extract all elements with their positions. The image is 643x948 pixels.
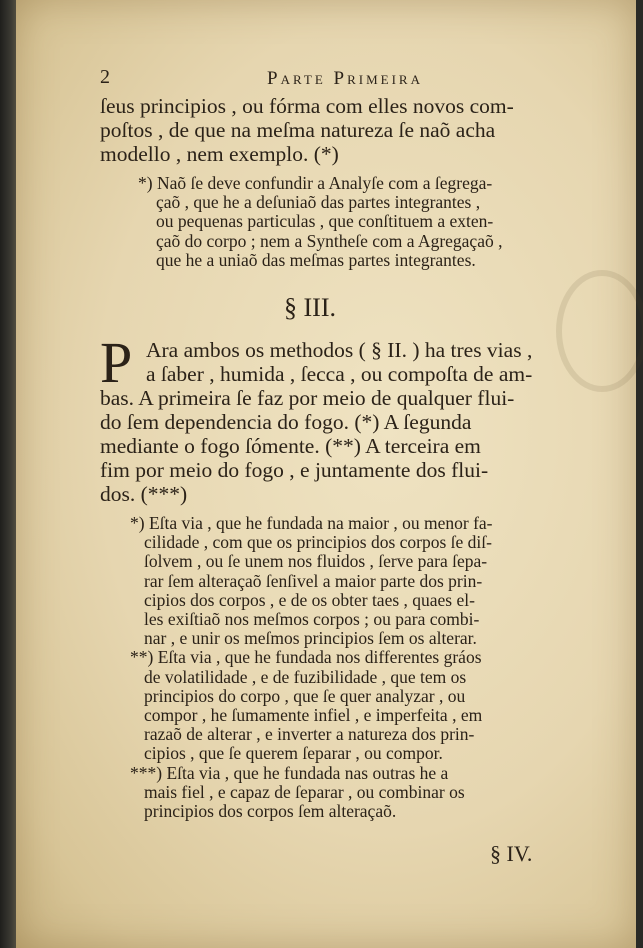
footnote-line: *) Naõ ſe deve confundir a Analyſe com a ſegrega- [138, 173, 493, 193]
footnote-line: cilidade , com que os principios dos corpos ſe diſ- [144, 532, 492, 553]
footnote-line: çaõ , que he a deſuniaõ das partes integrantes , [156, 192, 481, 213]
text-line: poſtos , de que na meſma natureza ſe naõ acha [100, 118, 496, 142]
footnote-line: nar , e unir os meſmos principios ſem os alterar. [144, 628, 477, 649]
footnote-line: ou pequenas particulas , que conſtituem a exten- [156, 211, 494, 232]
footnote-analyse [100, 174, 578, 270]
paragraph-line: mediante o fogo ſómente. (**) A terceira em [100, 434, 481, 458]
footnote-line: çaõ do corpo ; nem a Syntheſe com a Agregaçaõ , [156, 230, 503, 251]
paragraph-line: do ſem dependencia do fogo. (*) A ſegunda [100, 410, 472, 434]
running-head [100, 66, 590, 94]
footnote-line: *) Eſta via , que he fundada na maior , ou menor fa- [130, 513, 493, 533]
footnote-line: principios dos corpos ſem alteraçaõ. [144, 801, 397, 822]
paragraph-line: a ſaber , humida , ſecca , ou compoſta de am- [146, 362, 533, 386]
section-heading: § III. [284, 293, 336, 322]
footnote-line: que he a uniaõ das meſmas partes integrantes. [156, 249, 476, 270]
footnote-line: **) Eſta via , que he fundada nos differentes gráos [130, 647, 482, 668]
paragraph-line: Ara ambos os methodos ( § II. ) ha tres vias , [146, 338, 533, 362]
footnote-line: les exiſtiaõ nos meſmos corpos ; ou para combi- [144, 609, 480, 630]
footnote-line: ***) Eſta via , que he fundada nas outras he a [130, 762, 449, 783]
footnotes-vias [100, 514, 575, 821]
catchword: § IV. [490, 841, 533, 866]
paragraph-vias [100, 330, 575, 506]
paragraph-line: fim por meio do fogo , e juntamente dos flui- [100, 458, 489, 482]
drop-cap: P [100, 330, 133, 395]
footnote-line: compor , he ſumamente infiel , e imperfeita , em [144, 705, 483, 726]
running-title: Parte Primeira [267, 68, 423, 89]
paragraph-line: bas. A primeira ſe faz por meio de qualquer flui- [100, 386, 515, 410]
footnote-line: de volatilidade , e de fuzibilidade , que tem os [144, 666, 467, 687]
footnote-line: razaõ de alterar , e inverter a natureza dos prin- [144, 724, 475, 745]
paragraph-line: dos. (***) [100, 482, 188, 506]
footnote-line: rar ſem alteraçaõ ſenſivel a maior parte dos prin- [144, 570, 483, 591]
footnote-line: mais fiel , e capaz de ſeparar , ou combinar os [144, 781, 465, 802]
footnote-line: ſolvem , ou ſe unem nos fluidos , ſerve para ſepa- [144, 551, 488, 572]
text-line: modello , nem exemplo. (*) [100, 142, 339, 166]
text-line: ſeus principios , ou fórma com elles novos com- [100, 94, 514, 118]
footnote-line: cipios dos corpos , e de os obter taes , quaes el- [144, 589, 475, 610]
body-text-top [100, 94, 575, 166]
footnote-line: principios do corpo , que ſe quer analyzar , ou [144, 685, 466, 706]
page-number: 2 [100, 66, 110, 88]
footnote-line: cipios , que ſe querem ſeparar , ou compor. [144, 743, 443, 764]
